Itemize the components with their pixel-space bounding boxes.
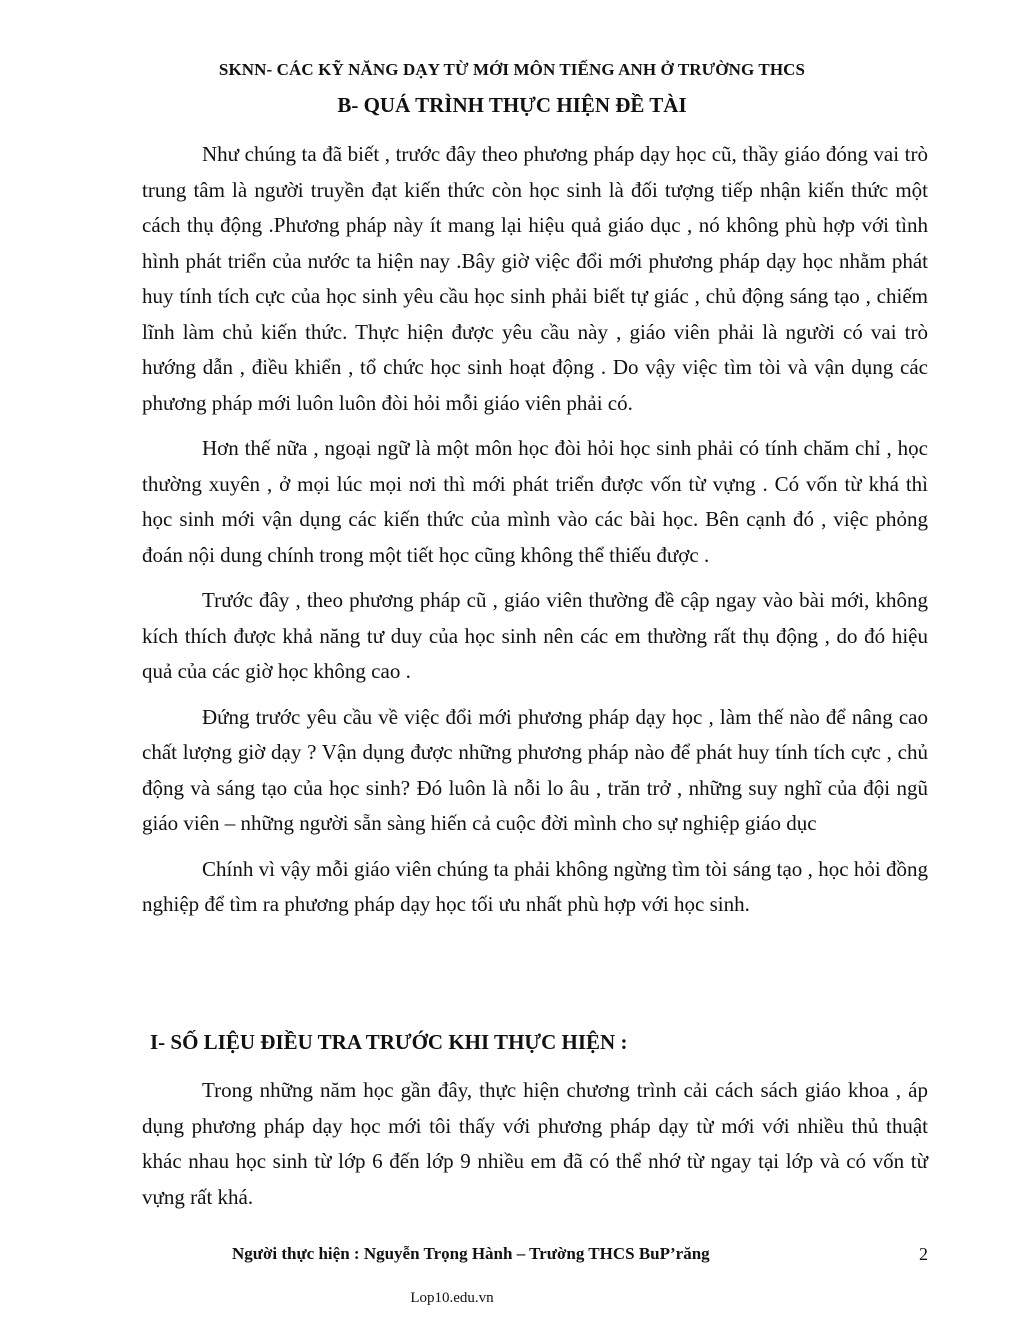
document-header-title: SKNN- CÁC KỸ NĂNG DẠY TỪ MỚI MÔN TIẾNG ANH Ở TRƯỜNG THCS (218, 60, 806, 79)
paragraph: Như chúng ta đã biết , trước đây theo phương pháp dạy học cũ, thầy giáo đóng vai trò trung tâm là người truyền đạt kiến thức còn học sinh là đối tượng tiếp nhận kiến thức một cách thụ động .Phương pháp này ít mang lại hiệu quả giáo dục , nó không phù hợp với tình hình phát triển của nước ta hiện nay .Bây giờ việc đổi mới phương pháp dạy học nhằm phát huy tính tích cực của học sinh yêu cầu học sinh phải biết tự giác , chủ động sáng tạo , chiếm lĩnh làm chủ kiến thức. Thực hiện được yêu cầu này , giáo viên phải là người có vai trò hướng dẫn , điều khiển , tổ chức học sinh hoạt động . Do vậy việc tìm tòi và vận dụng các phương pháp mới luôn luôn đòi hỏi mỗi giáo viên phải có. (142, 142, 928, 415)
paragraph: Trước đây , theo phương pháp cũ , giáo viên thường đề cập ngay vào bài mới, không kích thích được khả năng tư duy của học sinh nên các em thường rất thụ động , do đó hiệu quả của các giờ học không cao . (142, 588, 928, 683)
page-number: 2 (919, 1244, 928, 1264)
paragraph: Chính vì vậy mỗi giáo viên chúng ta phải không ngừng tìm tòi sáng tạo , học hỏi đồng nghiệp để tìm ra phương pháp dạy học tối ưu nhất phù hợp với học sinh. (142, 856, 928, 916)
body-text-after-heading (142, 1073, 928, 1215)
footer-author: Người thực hiện : Nguyễn Trọng Hành – Trường THCS BuP’răng (232, 1244, 710, 1263)
section-title: B- QUÁ TRÌNH THỰC HIỆN ĐỀ TÀI (337, 93, 687, 117)
paragraph: Đứng trước yêu cầu về việc đổi mới phương pháp dạy học , làm thế nào để nâng cao chất lượng giờ dạy ? Vận dụng được những phương pháp nào để phát huy tính tích cực , chủ động và sáng tạo của học sinh? Đó luôn là nỗi lo âu , trăn trở , những suy nghĩ của đội ngũ giáo viên – những người sẵn sàng hiến cả cuộc đời mình cho sự nghiệp giáo dục (142, 704, 928, 835)
paragraph: Trong những năm học gần đây, thực hiện chương trình cải cách sách giáo khoa , áp dụng phương pháp dạy học mới tôi thấy với phương pháp dạy từ mới với nhiều thủ thuật khác nhau học sinh từ lớp 6 đến lớp 9 nhiều em đã có thể nhớ từ ngay tại lớp và có vốn từ vựng rất khá. (142, 1078, 928, 1209)
body-text (142, 137, 928, 933)
watermark-source: Lop10.edu.vn (410, 1290, 494, 1306)
paragraph: Hơn thế nữa , ngoại ngữ là một môn học đòi hỏi học sinh phải có tính chăm chỉ , học thường xuyên , ở mọi lúc mọi nơi thì mới phát triển được vốn từ vựng . Có vốn từ khá thì học sinh mới vận dụng các kiến thức của mình vào các bài học. Bên cạnh đó , việc phỏng đoán nội dung chính trong một tiết học cũng không thể thiếu được . (142, 436, 928, 567)
subsection-heading: I- SỐ LIỆU ĐIỀU TRA TRƯỚC KHI THỰC HIỆN : (150, 1030, 628, 1054)
